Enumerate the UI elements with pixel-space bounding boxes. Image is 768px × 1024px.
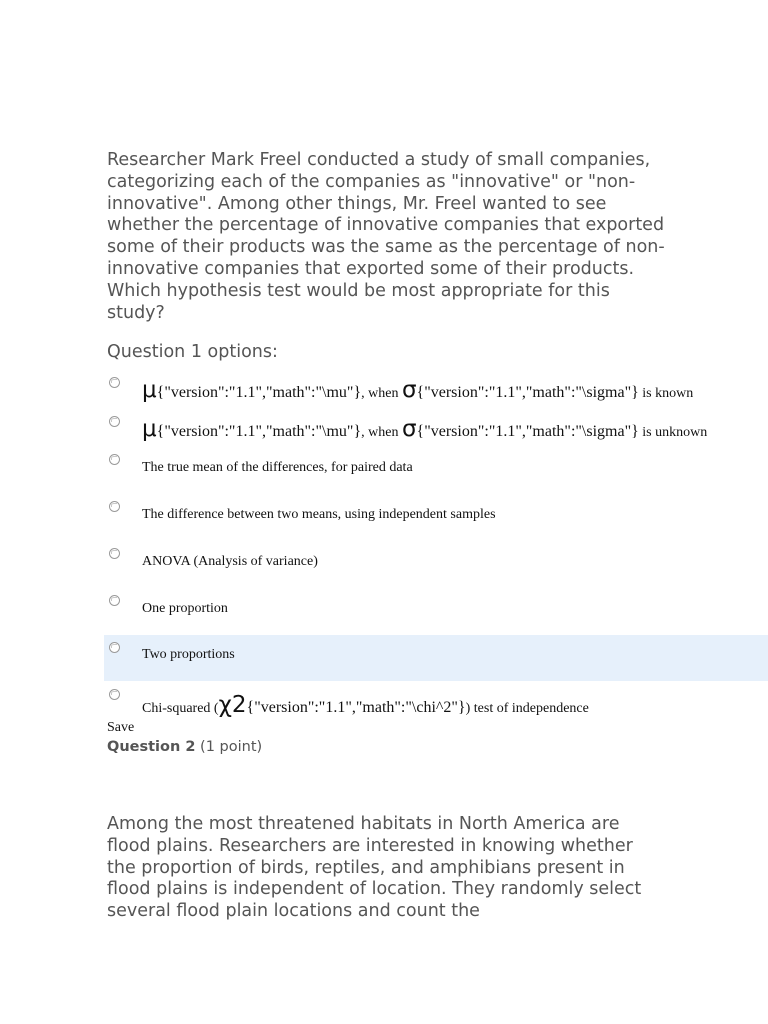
- question-2-points: (1 point): [200, 739, 263, 755]
- option-anova[interactable]: [104, 548, 768, 594]
- question-1-options-label: Question 1 options:: [107, 342, 278, 362]
- option-label: ANOVA (Analysis of variance): [142, 554, 318, 569]
- option-label: [142, 416, 708, 442]
- question-2-header: [107, 737, 262, 757]
- question-1-text: Researcher Mark Freel conducted a study of small companies, categorizing each of the companies as "innovative" or "non-innovative". Among other things, Mr. Freel wanted to see whether the percentage of innovative companies that exported some of their products was the same as the percentage of non-innovative companies that exported some of their products. Which hypothesis test would be most appropriate for this study?: [107, 150, 665, 323]
- mu-symbol: μ: [142, 416, 157, 442]
- option-text-part: , when: [361, 425, 402, 440]
- option-paired-differences[interactable]: [104, 454, 768, 500]
- option-two-means-independent[interactable]: [104, 501, 768, 547]
- option-text-part: is known: [638, 386, 694, 401]
- math-json-text: {"version":"1.1","math":"\sigma"}: [416, 384, 639, 401]
- radio-button[interactable]: [109, 689, 120, 700]
- option-label: Two proportions: [142, 647, 235, 662]
- radio-button[interactable]: [109, 454, 120, 465]
- option-label: The difference between two means, using independent samples: [142, 507, 496, 522]
- radio-button[interactable]: [109, 501, 120, 512]
- radio-button[interactable]: [109, 642, 120, 653]
- math-json-text: {"version":"1.1","math":"\mu"}: [156, 384, 362, 401]
- mu-symbol: μ: [142, 377, 157, 403]
- radio-button[interactable]: [109, 377, 120, 388]
- question-2-text: Among the most threatened habitats in North America are flood plains. Researchers are interested in knowing whether the proportion of birds, reptiles, and amphibians present in flood plains is independent of location. They randomly select several flood plain locations and count the: [107, 814, 642, 922]
- option-label: One proportion: [142, 601, 228, 616]
- math-json-text: {"version":"1.1","math":"\sigma"}: [416, 423, 639, 440]
- option-two-proportions[interactable]: [104, 635, 768, 681]
- math-json-text: {"version":"1.1","math":"\mu"}: [156, 423, 362, 440]
- radio-button[interactable]: [109, 548, 120, 559]
- option-text-part: Chi-squared (: [142, 701, 219, 716]
- option-chi-squared[interactable]: [104, 689, 768, 719]
- sigma-symbol: σ: [401, 377, 417, 403]
- option-label: The true mean of the differences, for paired data: [142, 460, 413, 475]
- option-text-part: ) test of independence: [465, 701, 589, 716]
- math-json-text: {"version":"1.1","math":"\chi^2"}: [246, 699, 466, 716]
- radio-button[interactable]: [109, 416, 120, 427]
- option-text-part: , when: [361, 386, 402, 401]
- question-2-title: Question 2: [107, 739, 196, 755]
- save-button[interactable]: Save: [107, 720, 135, 735]
- radio-button[interactable]: [109, 595, 120, 606]
- option-label: [142, 377, 694, 403]
- sigma-symbol: σ: [401, 416, 417, 442]
- option-label: [142, 692, 589, 718]
- chi-squared-symbol: χ2: [218, 692, 247, 718]
- option-text-part: is unknown: [638, 425, 708, 440]
